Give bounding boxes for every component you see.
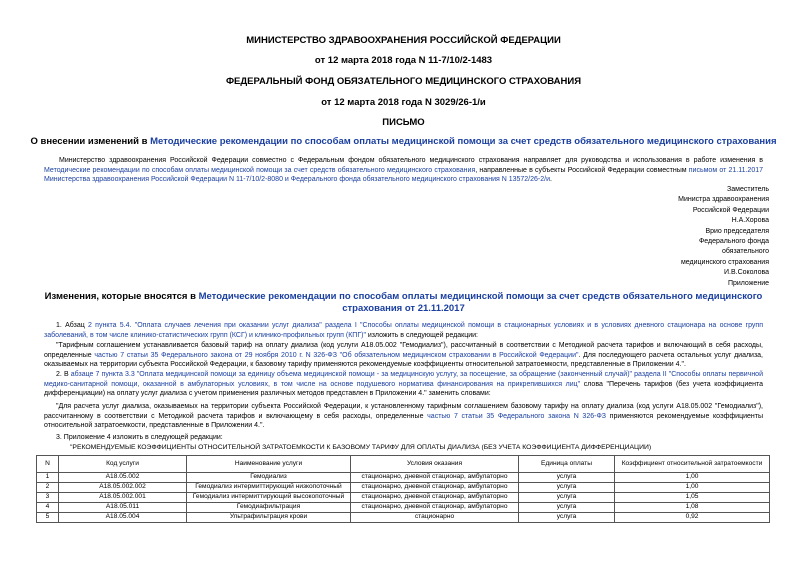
cell-unit: услуга: [519, 493, 615, 503]
cell-conditions: стационарно, дневной стационар, амбулаторно: [351, 503, 519, 513]
cell-name: Гемодиализ интермиттирующий высокопоточный: [187, 493, 351, 503]
cell-name: Ультрафильтрация крови: [187, 513, 351, 523]
intro-text-3: .: [550, 176, 552, 183]
item-2-paragraph: [44, 370, 763, 399]
header-coefficient: Коэффициент относительной затратоемкости: [615, 456, 770, 473]
item-2-text: 2. В: [56, 371, 71, 378]
subject-prefix: О внесении изменений в: [30, 136, 151, 147]
item-2-quote-text: "Для расчета услуг диализа, оказываемых на территории субъекта Российской Федерации, к установленному тарифным соглашением базовому тарифу на оплату диализа (код услуги А18.05.002 "Гемодиализ"), рассчитанному в соответствии с Методикой расчета тарифов и включающему в себя расходы, определенные: [44, 403, 763, 420]
item-1-text: 1. Абзац: [56, 322, 89, 329]
table-header-row: [37, 456, 770, 473]
cell-n: 1: [37, 473, 59, 483]
item-2-text-end: слова "Перечень тарифов (без учета коэффициента дифференциации) на оплату услуг диализа с учетом применения различных методов представлен в Приложении 4." заменить словами:: [44, 380, 764, 397]
cell-code: А18.05.011: [59, 503, 187, 513]
signature-block: [678, 185, 769, 289]
signature-line: И.В.Соколова: [723, 269, 769, 277]
signature-line: Российской Федерации: [692, 206, 769, 214]
item-1-text-end: изложить в следующей редакции:: [365, 331, 478, 339]
item-2-link[interactable]: абзаце 7 пункта 3.3 "Оплата медицинской помощи за единицу объема медицинской помощи - за медицинскую услугу, за посещение, за обращение (законченный случай)" раздела II "Способы оплаты первичной медико-санитарной помощи, оказанной в амбулаторных условиях, в том числе на основе подушевого норматива финансирования на прикрепившихся лиц": [44, 371, 763, 388]
document-type: ПИСЬМО: [382, 117, 425, 128]
item-1-quote-link[interactable]: частью 7 статьи 35 Федерального закона от 29 ноября 2010 г. N 326-ФЗ "Об обязательном медицинском страховании в Российской Федерации": [94, 351, 579, 359]
cell-coefficient: 1,05: [615, 493, 770, 503]
table-row: [37, 493, 770, 503]
signature-line: Федерального фонда: [698, 238, 769, 246]
header-unit: Единица оплаты: [519, 456, 615, 473]
cell-conditions: стационарно: [351, 513, 519, 523]
cell-n: 2: [37, 483, 59, 493]
cell-coefficient: 0,92: [615, 513, 770, 523]
changes-prefix: Изменения, которые вносятся в: [44, 291, 199, 302]
cell-conditions: стационарно, дневной стационар, амбулаторно: [351, 473, 519, 483]
cell-n: 3: [37, 493, 59, 503]
intro-link-recommendations[interactable]: Методические рекомендации по способам оплаты медицинской помощи за счет средств обязательного медицинского страхования: [44, 166, 476, 174]
cell-code: А18.05.002.002: [59, 483, 187, 493]
signature-line: обязательного: [721, 248, 769, 256]
item-2-quote-text-end: применяются рекомендуемые коэффициенты относительной затратоемкости, представленные в Приложении 4.".: [44, 412, 763, 429]
item-2-quote-link[interactable]: частью 7 статьи 35 Федерального закона N 326-ФЗ: [427, 412, 606, 420]
changes-link[interactable]: Методические рекомендации по способам оплаты медицинской помощи за счет средств обязательного медицинского страхования от 21.11.2017: [198, 291, 763, 314]
appendix-label: Приложение: [727, 279, 769, 287]
signature-line: Министра здравоохранения: [678, 196, 769, 204]
item-3-paragraph: 3. Приложение 4 изложить в следующей редакции:: [56, 434, 223, 441]
cell-coefficient: 1,08: [615, 503, 770, 513]
cell-name: Гемодиализ: [187, 473, 351, 483]
cell-code: А18.05.004: [59, 513, 187, 523]
cell-code: А18.05.002: [59, 473, 187, 483]
cell-name: Гемодиализ интермиттирующий низкопоточный: [187, 483, 351, 493]
cell-coefficient: 1,00: [615, 473, 770, 483]
intro-paragraph: [44, 156, 763, 185]
header-name: Наименование услуги: [187, 456, 351, 473]
subject-link[interactable]: Методические рекомендации по способам оплаты медицинской помощи за счет средств обязательного медицинского страхования: [150, 136, 777, 147]
fund-title: ФЕДЕРАЛЬНЫЙ ФОНД ОБЯЗАТЕЛЬНОГО МЕДИЦИНСКОГО СТРАХОВАНИЯ: [225, 76, 582, 87]
cell-unit: услуга: [519, 503, 615, 513]
signature-line: Заместитель: [727, 186, 769, 193]
cell-n: 4: [37, 503, 59, 513]
cell-unit: услуга: [519, 513, 615, 523]
signature-line: Н.А.Хорова: [731, 217, 769, 225]
cell-code: А18.05.002.001: [59, 493, 187, 503]
table-row: [37, 483, 770, 493]
item-1-quote-text-end: . Для последующего расчета остальных услуг диализа, оказываемых на территории субъекта Российской Федерации, к базовому тарифу применяются рекомендуемые коэффициенты относительной затратоемкости, представленные в Приложении 4.".: [44, 351, 763, 368]
cell-coefficient: 1,00: [615, 483, 770, 493]
subject-heading: [0, 136, 807, 147]
cell-name: Гемодиафильтрация: [187, 503, 351, 513]
item-1-link[interactable]: 2 пункта 5.4. "Оплата случаев лечения при оказании услуг диализа" раздела I "Способы оплаты медицинской помощи в стационарных условиях и в условиях дневного стационара на основе групп заболеваний, в том числе клинико-статистических групп (КСГ) и клинико-профильных групп (КПГ)": [44, 322, 763, 339]
cell-unit: услуга: [519, 473, 615, 483]
header-code: Код услуги: [59, 456, 187, 473]
intro-text-1: Министерство здравоохранения Российской Федерации совместно с Федеральным фондом обязательного медицинского страхования направляет для руководства и использования в работе изменения в: [59, 157, 763, 164]
table-row: [37, 503, 770, 513]
fund-letter-date: от 12 марта 2018 года N 3029/26-1/и: [321, 97, 486, 108]
item-1-paragraph: [44, 321, 763, 340]
ministry-title: МИНИСТЕРСТВО ЗДРАВООХРАНЕНИЯ РОССИЙСКОЙ ФЕДЕРАЦИИ: [246, 35, 561, 46]
signature-line: медицинского страхования: [680, 258, 769, 266]
intro-link-letter[interactable]: письмом от 21.11.2017 Министерства здравоохранения Российской Федерации N 11-7/10/2-8080 и Федерального фонда обязательного медицинского страхования N 13572/26-2/и: [44, 166, 763, 183]
item-1-quote: [44, 341, 763, 370]
cell-conditions: стационарно, дневной стационар, амбулаторно: [351, 483, 519, 493]
table-row: [37, 513, 770, 523]
changes-heading: [40, 291, 767, 315]
table-row: [37, 473, 770, 483]
header-n: N: [37, 456, 59, 473]
cell-unit: услуга: [519, 483, 615, 493]
intro-text-2: , направленные в субъекты Российской Федерации совместным: [475, 166, 689, 174]
signature-line: Врио председателя: [705, 227, 769, 235]
cell-n: 5: [37, 513, 59, 523]
table-caption: "РЕКОМЕНДУЕМЫЕ КОЭФФИЦИЕНТЫ ОТНОСИТЕЛЬНОЙ ЗАТРАТОЕМКОСТИ К БАЗОВОМУ ТАРИФУ ДЛЯ ОПЛАТЫ ДИАЛИЗА (БЕЗ УЧЕТА КОЭФФИЦИЕНТА ДИФФЕРЕНЦИАЦИИ): [70, 444, 652, 451]
header-conditions: Условия оказания: [351, 456, 519, 473]
item-2-quote: [44, 402, 763, 431]
cell-conditions: стационарно, дневной стационар, амбулаторно: [351, 493, 519, 503]
ministry-letter-date: от 12 марта 2018 года N 11-7/10/2-1483: [314, 55, 493, 66]
dialysis-coefficients-table: [36, 455, 770, 523]
item-1-quote-text: "Тарифным соглашением устанавливается базовый тариф на оплату диализа (код услуги А18.05.002 "Гемодиализ"), рассчитанный в соответствии с Методикой расчета тарифов и включающий в себя расходы, определенные: [44, 342, 763, 359]
